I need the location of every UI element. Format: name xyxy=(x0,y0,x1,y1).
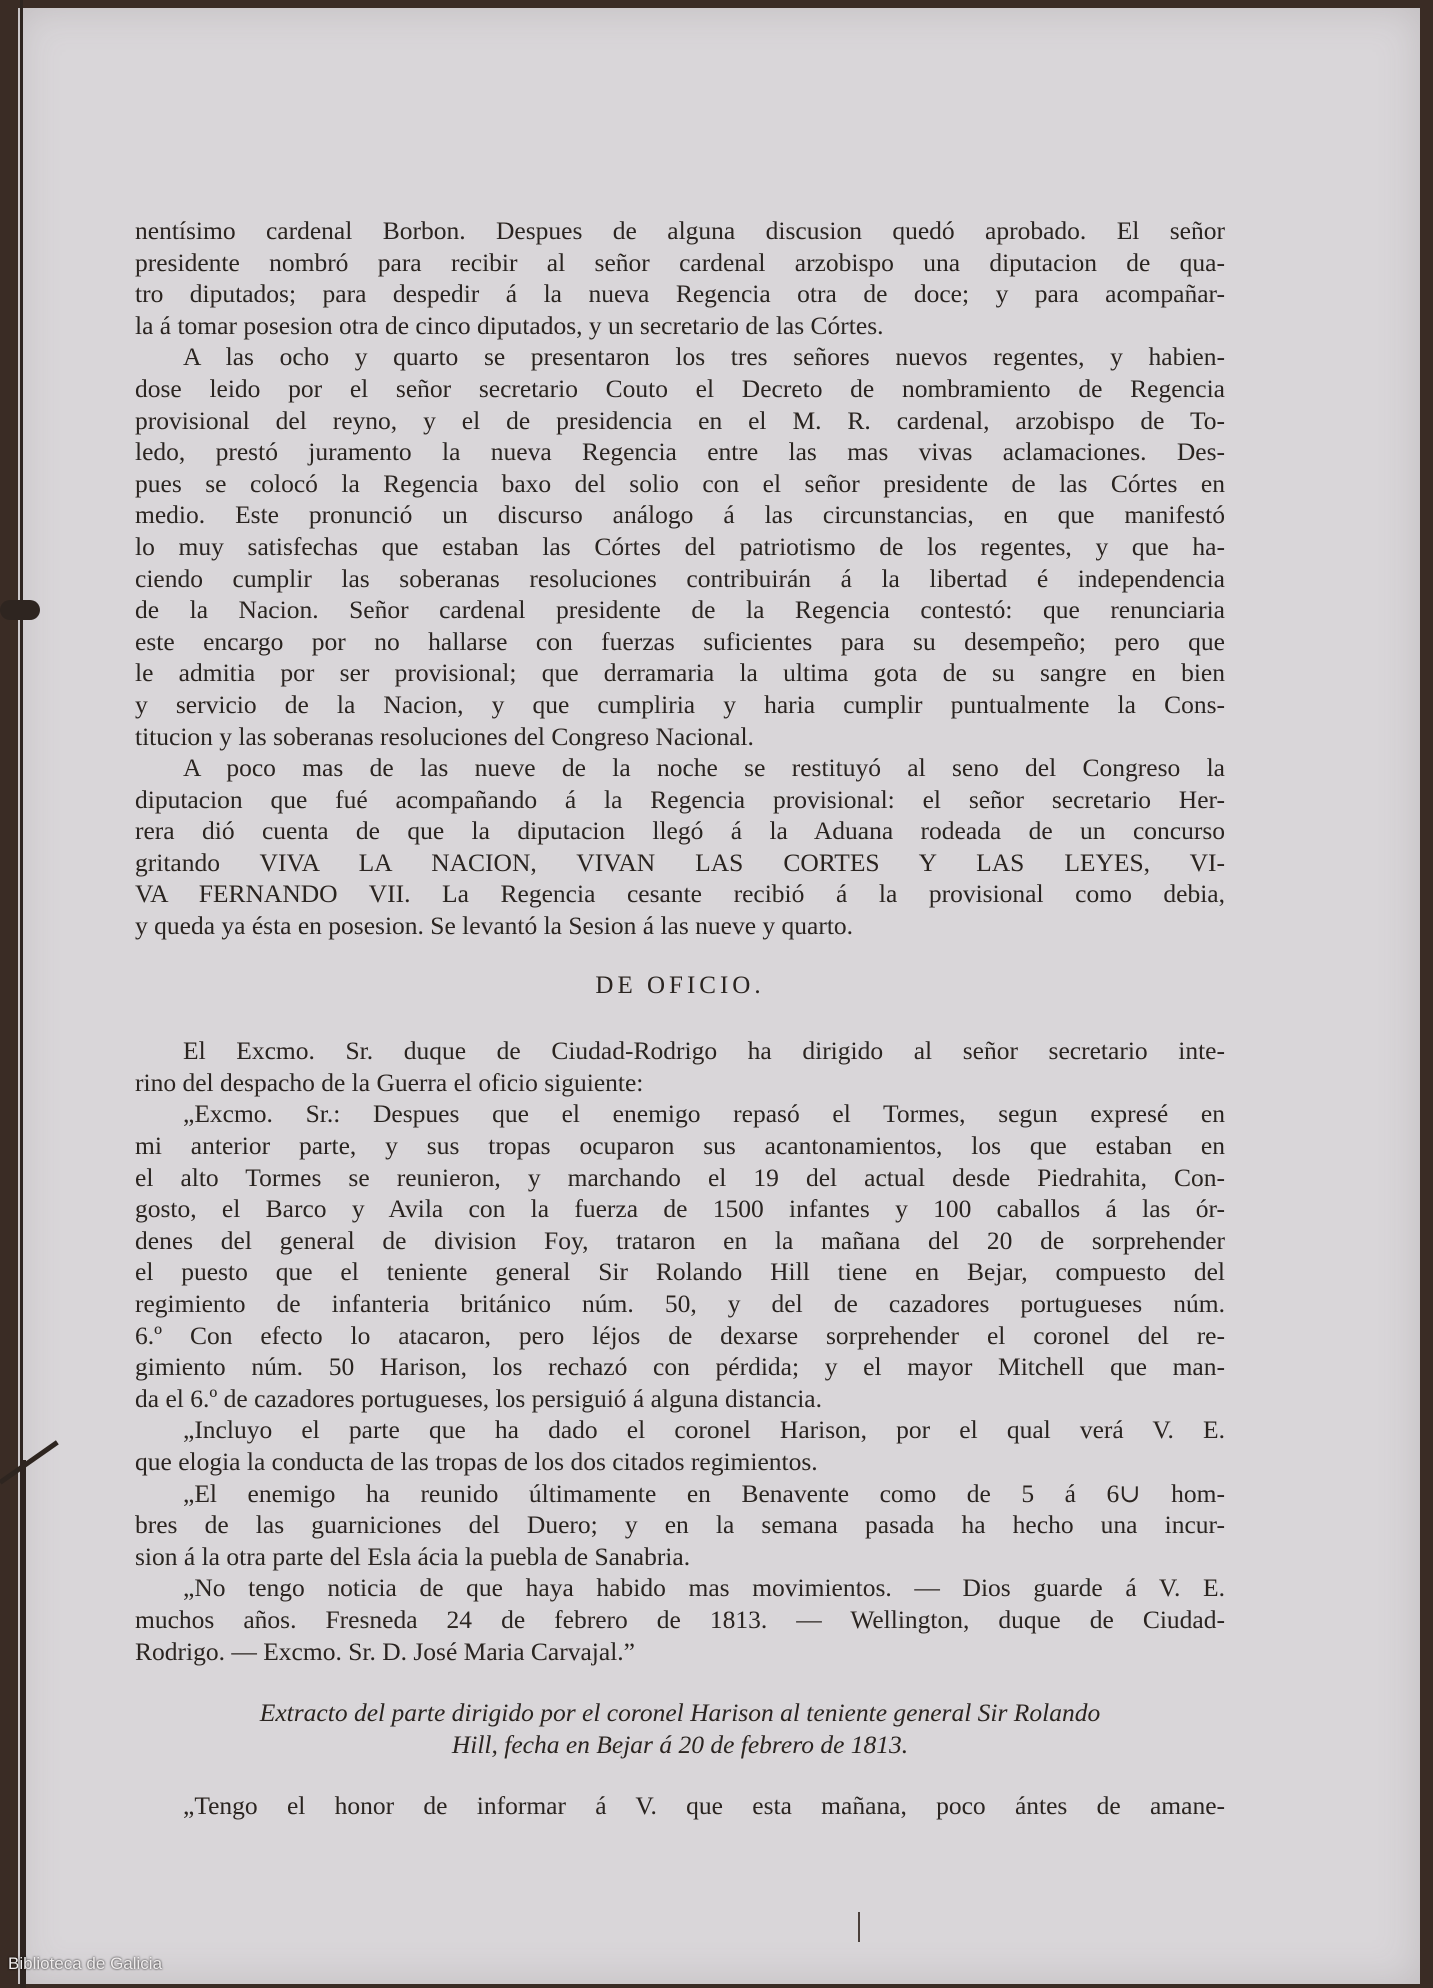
text-line: El Excmo. Sr. duque de Ciudad-Rodrigo ha dirigido al señor secretario inte- xyxy=(183,1036,1225,1066)
text-line: „Incluyo el parte que ha dado el coronel Harison, por el qual verá V. E. xyxy=(183,1415,1225,1445)
library-watermark: Biblioteca de Galicia xyxy=(8,1954,163,1973)
text-line: tro diputados; para despedir á la nueva Regencia otra de doce; y para acompañar- xyxy=(135,279,1225,309)
text-line: dose leido por el señor secretario Couto el Decreto de nombramiento de Regencia xyxy=(135,373,1225,403)
text-line: titucion y las soberanas resoluciones del Congreso Nacional. xyxy=(135,721,754,751)
text-line: diputacion que fué acompañando á la Regencia provisional: el señor secretario Her- xyxy=(135,784,1225,814)
text-line: y queda ya ésta en posesion. Se levantó la Sesion á las nueve y quarto. xyxy=(135,911,854,941)
text-line: la á tomar posesion otra de cinco diputados, y un secretario de las Córtes. xyxy=(135,310,884,340)
text-line: pues se colocó la Regencia baxo del solio con el señor presidente de las Córtes en xyxy=(135,468,1225,498)
text-line: rino del despacho de la Guerra el oficio siguiente: xyxy=(135,1067,644,1097)
text-line: nentísimo cardenal Borbon. Despues de alguna discusion quedó aprobado. El señor xyxy=(135,216,1225,245)
text-line: medio. Este pronunció un discurso análogo á las circunstancias, en que manifestó xyxy=(135,500,1225,530)
section-heading: DE OFICIO. xyxy=(595,971,765,999)
text-line: A poco mas de las nueve de la noche se restituyó al seno del Congreso la xyxy=(183,753,1225,783)
text-line: el puesto que el teniente general Sir Rolando Hill tiene en Bejar, compuesto del xyxy=(135,1257,1225,1287)
text-line: ciendo cumplir las soberanas resoluciones contribuirán á la libertad é independencia xyxy=(135,563,1225,593)
text-line: sion á la otra parte del Esla ácia la puebla de Sanabria. xyxy=(135,1541,691,1571)
text-line: gritando VIVA LA NACION, VIVAN LAS CORTES Y LAS LEYES, VI- xyxy=(135,847,1225,877)
text-line: presidente nombró para recibir al señor cardenal arzobispo una diputacion de qua- xyxy=(135,247,1225,277)
text-line: „Tengo el honor de informar á V. que esta mañana, poco ántes de amane- xyxy=(183,1791,1225,1821)
text-line: provisional del reyno, y el de presidencia en el M. R. cardenal, arzobispo de To- xyxy=(135,405,1225,435)
text-line: „No tengo noticia de que haya habido mas movimientos. — Dios guarde á V. E. xyxy=(183,1573,1225,1603)
text-line: „El enemigo ha reunido últimamente en Benavente como de 5 á 6∪ hom- xyxy=(183,1478,1225,1508)
text-line: y servicio de la Nacion, y que cumpliria y haria cumplir puntualmente la Cons- xyxy=(135,689,1225,719)
text-line: gosto, el Barco y Avila con la fuerza de 1500 infantes y 100 caballos á las ór- xyxy=(135,1194,1225,1224)
page-fold-mark xyxy=(858,1912,860,1942)
text-line: rera dió cuenta de que la diputacion llegó á la Aduana rodeada de un concurso xyxy=(135,816,1225,846)
text-line: „Excmo. Sr.: Despues que el enemigo repasó el Tormes, segun expresé en xyxy=(183,1099,1225,1129)
ink-blot xyxy=(0,600,40,620)
text-line: de la Nacion. Señor cardenal presidente de la Regencia contestó: que renunciaria xyxy=(135,595,1225,625)
text-line: 6.º Con efecto lo atacaron, pero léjos de dexarse sorprehender el coronel del re- xyxy=(135,1320,1225,1350)
text-line: muchos años. Fresneda 24 de febrero de 1813. — Wellington, duque de Ciudad- xyxy=(135,1604,1225,1634)
extract-caption: Hill, fecha en Bejar á 20 de febrero de 1813. xyxy=(451,1729,909,1759)
text-line: que elogia la conducta de las tropas de los dos citados regimientos. xyxy=(135,1446,818,1476)
text-line: el alto Tormes se reunieron, y marchando el 19 del actual desde Piedrahita, Con- xyxy=(135,1162,1225,1192)
text-line: regimiento de infanteria británico núm. 50, y del de cazadores portugueses núm. xyxy=(135,1289,1225,1318)
text-line: A las ocho y quarto se presentaron los tres señores nuevos regentes, y habien- xyxy=(183,342,1225,372)
text-line: le admitia por ser provisional; que derramaria la ultima gota de su sangre en bien xyxy=(135,658,1225,688)
text-line: este encargo por no hallarse con fuerzas suficientes para su desempeño; pero que xyxy=(135,626,1225,656)
text-line: bres de las guarniciones del Duero; y en la semana pasada ha hecho una incur- xyxy=(135,1510,1225,1540)
text-line: gimiento núm. 50 Harison, los rechazó con pérdida; y el mayor Mitchell que man- xyxy=(135,1352,1225,1382)
binding-stroke xyxy=(20,1460,26,1988)
text-line: VA FERNANDO VII. La Regencia cesante recibió á la provisional como debia, xyxy=(135,879,1225,909)
text-line: mi anterior parte, y sus tropas ocuparon sus acantonamientos, los que estaban en xyxy=(135,1131,1225,1161)
text-line: lo muy satisfechas que estaban las Córtes del patriotismo de los regentes, y que ha- xyxy=(135,531,1225,561)
extract-caption: Extracto del parte dirigido por el coronel Harison al teniente general Sir Rolando xyxy=(259,1698,1101,1728)
text-line: ledo, prestó juramento la nueva Regencia entre las mas vivas aclamaciones. Des- xyxy=(135,437,1225,467)
text-line: da el 6.º de cazadores portugueses, los persiguió á alguna distancia. xyxy=(135,1383,822,1413)
text-line: denes del general de division Foy, trataron en la mañana del 20 de sorprehender xyxy=(135,1225,1225,1255)
article-text xyxy=(135,215,1225,1822)
text-line: Rodrigo. — Excmo. Sr. D. José Maria Carvajal.” xyxy=(135,1636,635,1666)
